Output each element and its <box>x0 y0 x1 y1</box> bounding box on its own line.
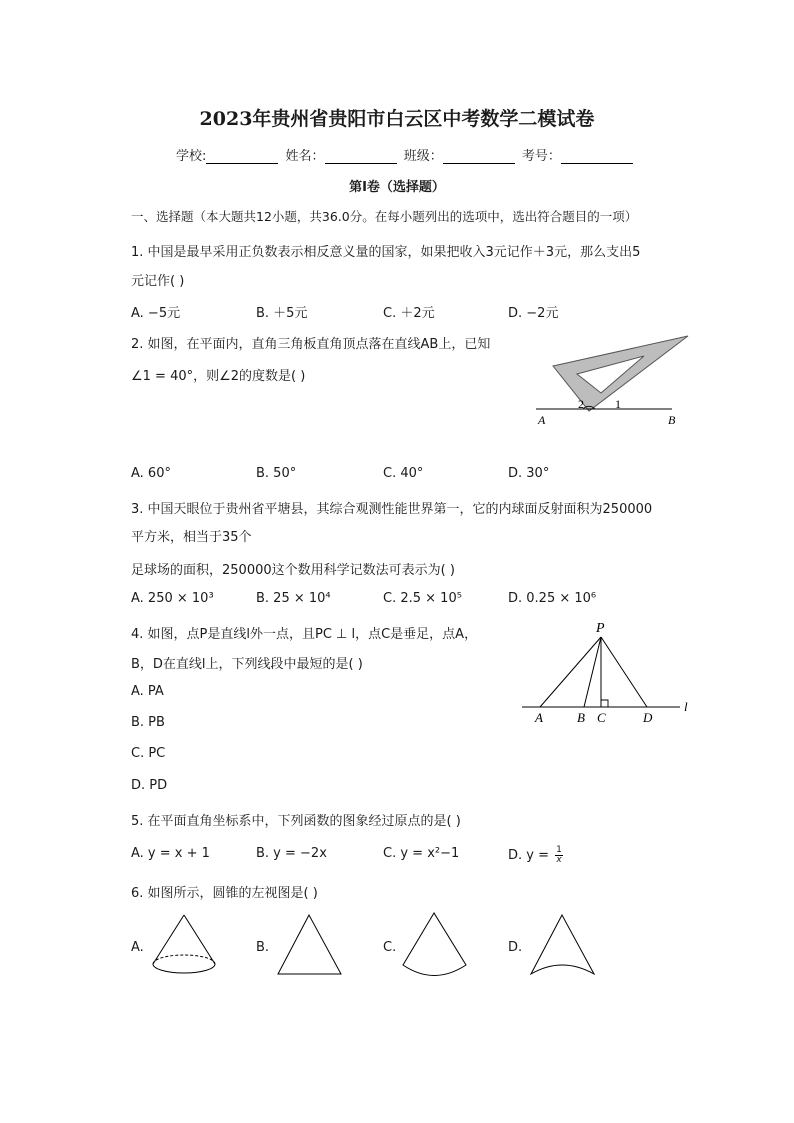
q5-option-a[interactable]: A. y = x + 1 <box>131 846 210 861</box>
q6-option-d[interactable]: D. <box>508 940 523 955</box>
q6-option-b-triangle-icon <box>275 912 345 978</box>
q1-option-c[interactable]: C. ＋2元 <box>383 306 435 321</box>
q5-option-b[interactable]: B. y = −2x <box>256 846 327 861</box>
q3-option-c[interactable]: C. 2.5 × 10⁵ <box>383 591 462 606</box>
q1-option-b[interactable]: B. ＋5元 <box>256 306 308 321</box>
q6-option-a[interactable]: A. <box>131 940 144 955</box>
q2-line1: 2. 如图，在平面内，直角三角板直角顶点落在直线AB上，已知 <box>131 337 491 352</box>
q5-option-c[interactable]: C. y = x²−1 <box>383 846 460 861</box>
q3-option-a[interactable]: A. 250 × 10³ <box>131 591 214 606</box>
q2-triangle-figure <box>530 330 695 430</box>
q4-line1: 4. 如图，点P是直线l外一点，且PC ⊥ l，点C是垂足，点A， <box>131 627 478 642</box>
q4-option-d[interactable]: D. PD <box>131 778 168 793</box>
q1-line1: 1. 中国是最早采用正负数表示相反意义量的国家，如果把收入3元记作＋3元，那么支出5 <box>131 245 641 260</box>
q3-line1: 3. 中国天眼位于贵州省平塘县，其综合观测性能世界第一，它的内球面反射面积为250000 <box>131 502 653 517</box>
page-title: 2023年贵州省贵阳市白云区中考数学二模试卷 <box>199 108 595 130</box>
q6-option-b[interactable]: B. <box>256 940 270 955</box>
q1-option-a[interactable]: A. −5元 <box>131 306 181 321</box>
point-b-label: B <box>577 710 585 725</box>
point-p-label: P <box>596 621 605 636</box>
q6-option-d-concave-icon <box>528 912 598 978</box>
point-a-label: A <box>538 413 546 427</box>
q2-line2: ∠1 = 40°，则∠2的度数是( ) <box>131 369 306 384</box>
field-number-blank[interactable] <box>561 150 633 164</box>
q1-line2: 元记作( ) <box>131 274 185 289</box>
field-class-blank[interactable] <box>443 150 515 164</box>
q4-perpendicular-figure <box>520 618 695 728</box>
segment-pd <box>601 637 647 707</box>
point-a-label: A <box>535 710 543 725</box>
q4-line2: B，D在直线l上，下列线段中最短的是( ) <box>131 657 363 672</box>
q3-option-d[interactable]: D. 0.25 × 10⁶ <box>508 591 597 606</box>
q5-option-d-fraction <box>555 846 563 865</box>
q6-line1: 6. 如图所示，圆锥的左视图是( ) <box>131 886 318 901</box>
fraction-numerator: 1 <box>556 845 562 855</box>
q5-option-d[interactable] <box>508 846 563 865</box>
field-name-label: 姓名： <box>285 149 325 164</box>
q4-option-c[interactable]: C. PC <box>131 746 166 761</box>
q1-option-d[interactable]: D. −2元 <box>508 306 559 321</box>
segment-pa <box>540 637 601 707</box>
q3-line2: 平方米，相当于35个 <box>131 530 252 545</box>
q3-option-b[interactable]: B. 25 × 10⁴ <box>256 591 331 606</box>
q6-option-a-cone-icon <box>150 912 220 978</box>
q6-option-c-sector-icon <box>400 910 470 980</box>
angle-1-label: 1 <box>615 397 621 411</box>
field-school-blank[interactable] <box>206 150 278 164</box>
q5-line1: 5. 在平面直角坐标系中，下列函数的图象经过原点的是( ) <box>131 814 461 829</box>
q6-option-c[interactable]: C. <box>383 940 397 955</box>
q2-option-a[interactable]: A. 60° <box>131 466 171 481</box>
field-number-label: 考号： <box>521 149 561 164</box>
line-l-label: l <box>684 699 688 714</box>
right-angle-mark <box>601 700 608 707</box>
student-info-line <box>176 145 636 164</box>
point-b-label: B <box>668 413 676 427</box>
q2-option-c[interactable]: C. 40° <box>383 466 424 481</box>
field-class-label: 班级： <box>403 149 443 164</box>
q5-option-d-prefix: D. y = <box>508 848 549 863</box>
section-heading: 一、选择题（本大题共12小题，共36.0分。在每小题列出的选项中，选出符合题目的一项） <box>131 209 638 224</box>
angle-2-label: 2 <box>578 397 584 411</box>
fraction-denominator: x <box>556 855 562 865</box>
field-name-blank[interactable] <box>325 150 397 164</box>
field-school-label: 学校: <box>176 149 207 164</box>
q3-line3: 足球场的面积，250000这个数用科学记数法可表示为( ) <box>131 563 455 578</box>
section-title: 第Ⅰ卷（选择题） <box>349 180 445 195</box>
q4-option-a[interactable]: A. PA <box>131 684 164 699</box>
q4-option-b[interactable]: B. PB <box>131 715 165 730</box>
point-d-label: D <box>643 710 653 725</box>
point-c-label: C <box>597 710 606 725</box>
q2-option-d[interactable]: D. 30° <box>508 466 550 481</box>
q2-option-b[interactable]: B. 50° <box>256 466 297 481</box>
